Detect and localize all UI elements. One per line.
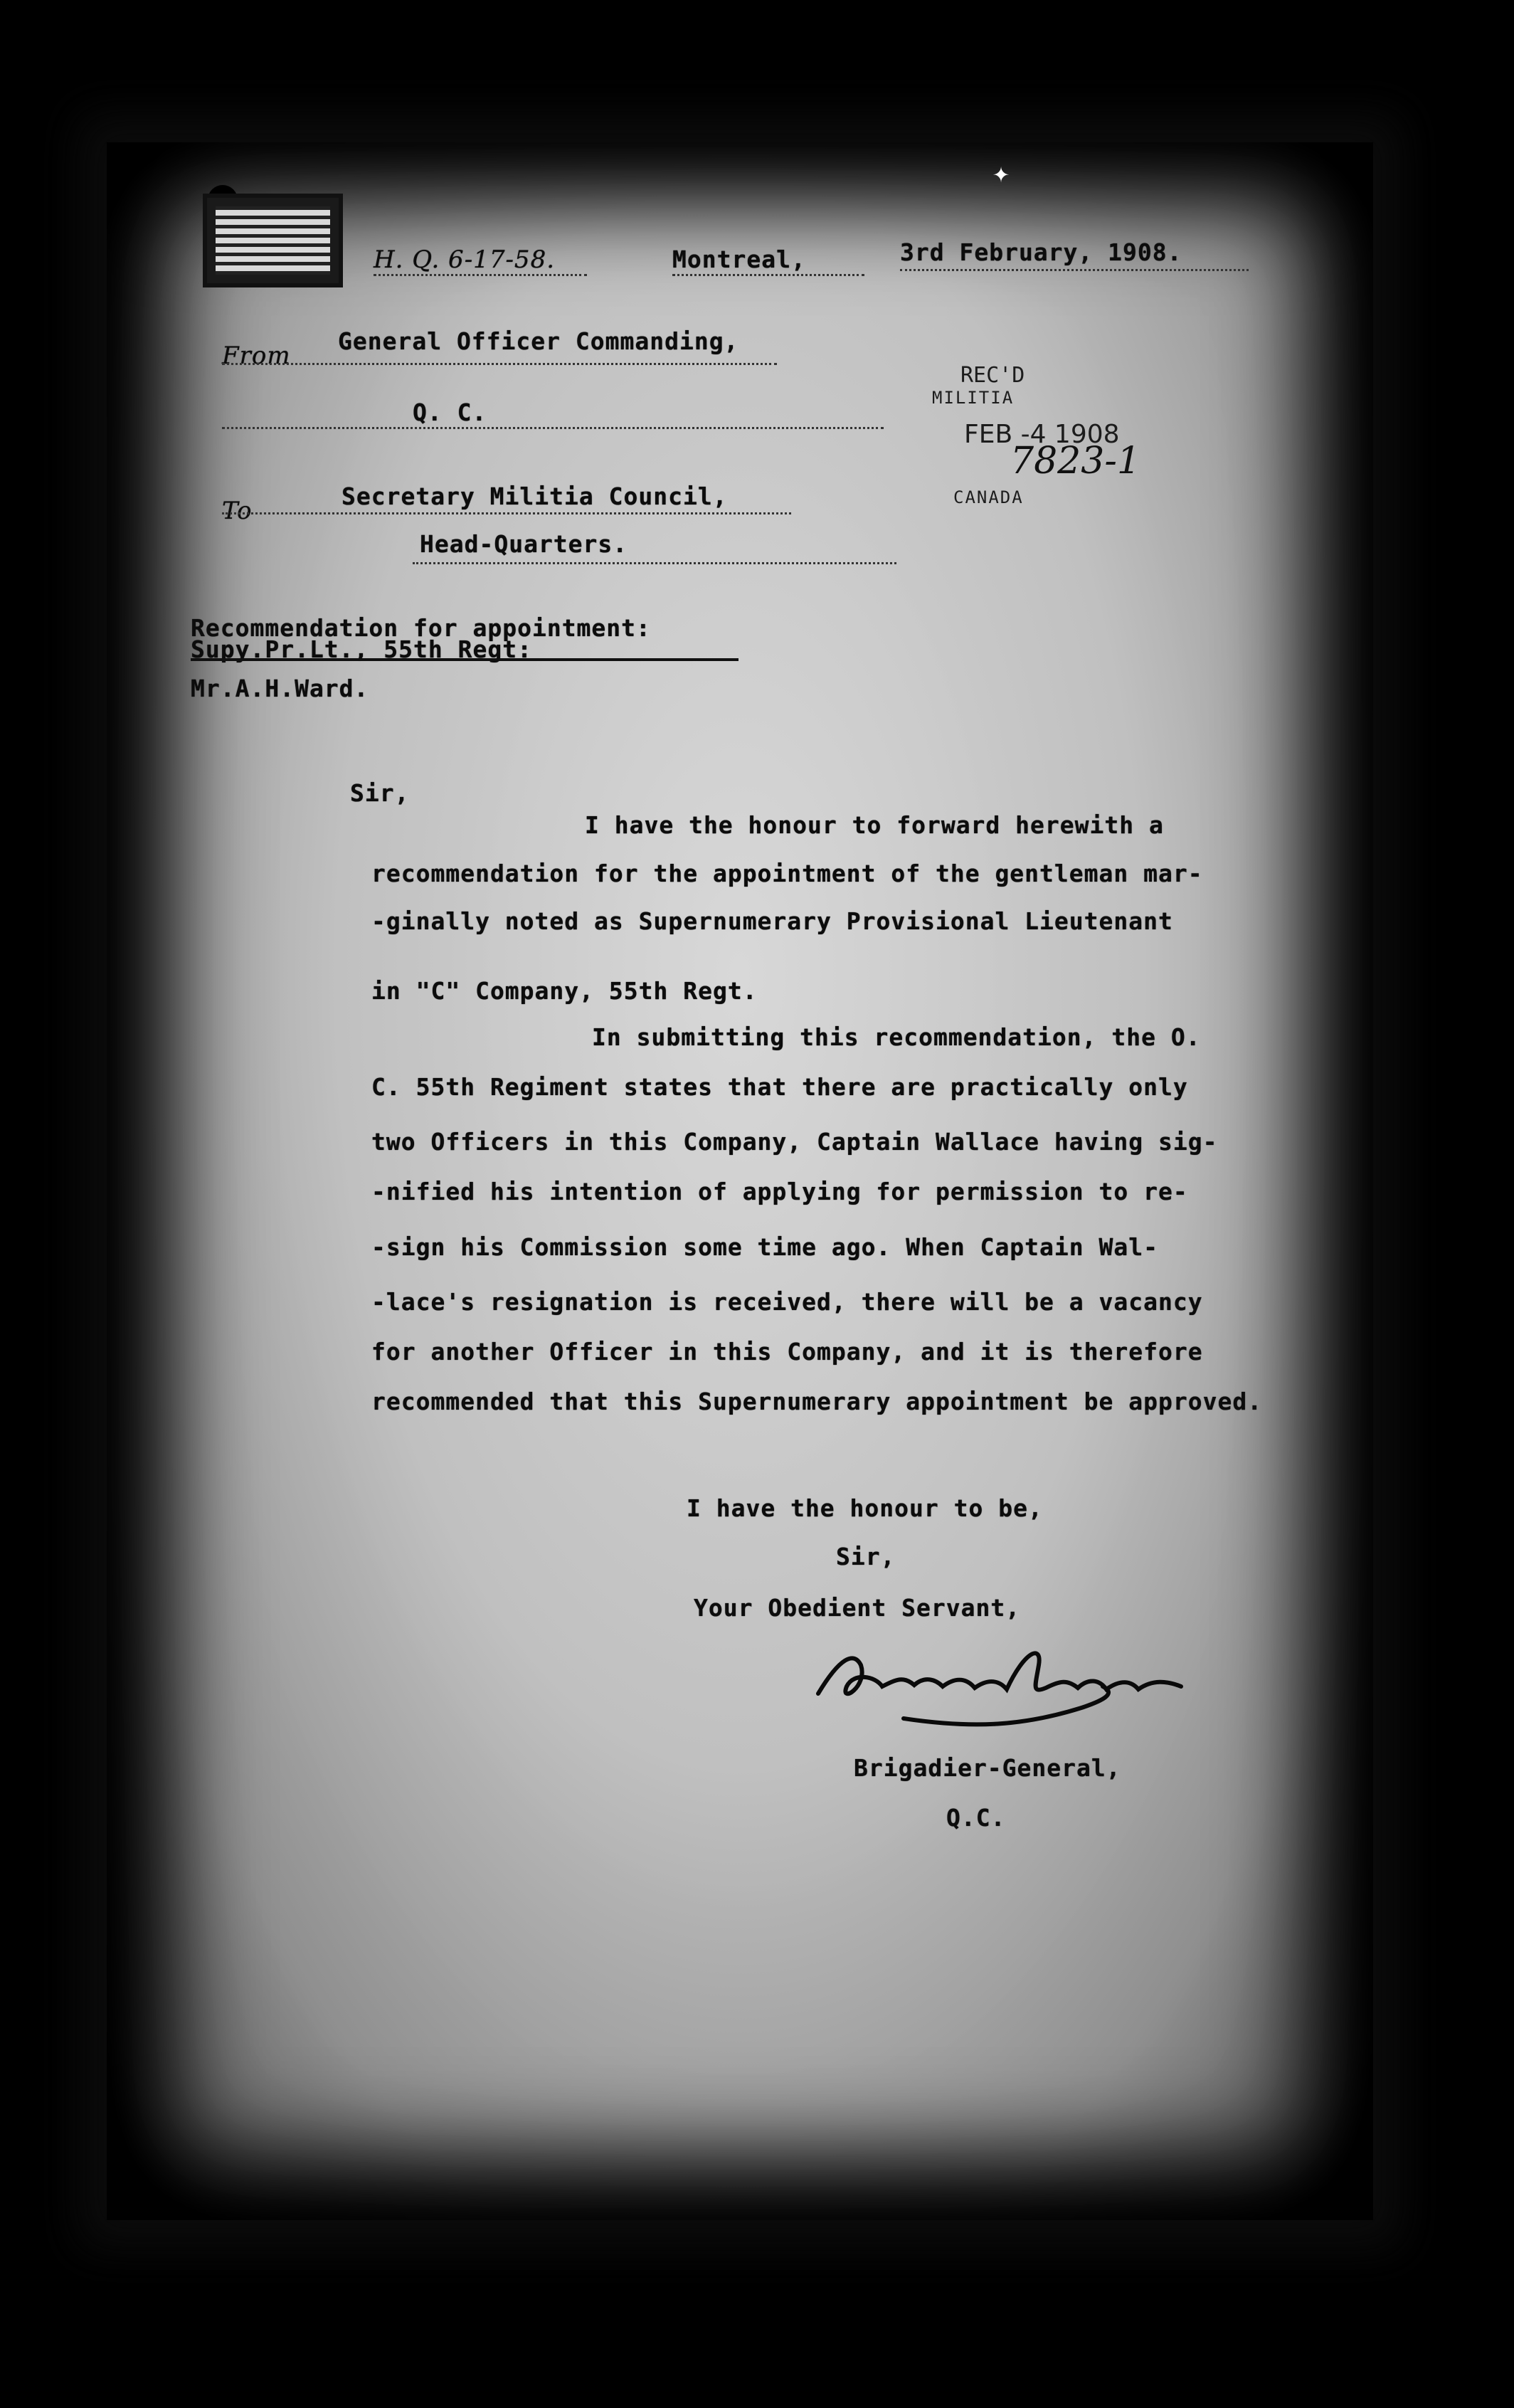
closing-line-2: Sir, <box>836 1543 896 1570</box>
place-underline <box>672 274 864 276</box>
body-line-4: in "C" Company, 55th Regt. <box>371 977 758 1005</box>
date-underline <box>900 269 1249 271</box>
received-stamp-line-1: REC'D <box>960 363 1025 388</box>
subject-line-1: Recommendation for appointment: <box>191 614 651 642</box>
received-stamp-line-2: MILITIA <box>932 388 1015 408</box>
to-line-2: Head-Quarters. <box>420 530 628 558</box>
body-line-12: recommended that this Supernumerary appointment be approved. <box>371 1388 1263 1415</box>
from-underline-2 <box>222 427 884 429</box>
received-stamp-line-4: CANADA <box>953 487 1024 507</box>
to-prefix: To <box>222 497 253 525</box>
from-prefix: From <box>222 342 291 370</box>
place: Montreal, <box>672 245 806 273</box>
from-line-1: General Officer Commanding, <box>338 327 739 355</box>
received-stamp-date: FEB -4 1908 <box>964 420 1120 449</box>
from-underline-1 <box>222 363 777 365</box>
body-line-8: -nified his intention of applying for permission to re- <box>371 1178 1188 1205</box>
from-line-2: Q. C. <box>413 398 487 426</box>
file-ref-underline <box>374 274 587 276</box>
punch-mark: ✦ <box>992 157 1010 189</box>
handwritten-signature <box>797 1637 1224 1736</box>
body-line-9: -sign his Commission some time ago. When Captain Wal- <box>371 1233 1158 1261</box>
file-reference: H. Q. 6-17-58. <box>374 245 556 274</box>
signature-rank: Brigadier-General, <box>854 1754 1121 1782</box>
signature-command: Q.C. <box>946 1804 1006 1832</box>
salutation: Sir, <box>350 779 410 807</box>
letter-date: 3rd February, 1908. <box>900 238 1182 266</box>
subject-line-2: Supy.Pr.Lt., 55th Regt: <box>191 635 532 663</box>
received-number: 7823-1 <box>1010 440 1140 482</box>
to-line-1: Secretary Militia Council, <box>342 482 728 510</box>
to-underline-2 <box>413 562 896 564</box>
subject-rule <box>191 658 739 661</box>
to-underline-1 <box>222 512 791 514</box>
body-line-2: recommendation for the appointment of the gentleman mar- <box>371 860 1203 887</box>
registry-stamp <box>203 194 343 287</box>
body-line-10: -lace's resignation is received, there will be a vacancy <box>371 1288 1203 1316</box>
closing-line-1: I have the honour to be, <box>687 1494 1043 1522</box>
body-line-6: C. 55th Regiment states that there are practically only <box>371 1073 1188 1101</box>
closing-line-3: Your Obedient Servant, <box>694 1594 1021 1622</box>
subject-line-3: Mr.A.H.Ward. <box>191 675 369 702</box>
body-line-5: In submitting this recommendation, the O. <box>592 1023 1201 1051</box>
body-line-1: I have the honour to forward herewith a <box>585 811 1164 839</box>
body-line-3: -ginally noted as Supernumerary Provisional Lieutenant <box>371 907 1173 935</box>
body-line-7: two Officers in this Company, Captain Wallace having sig- <box>371 1128 1218 1156</box>
body-line-11: for another Officer in this Company, and it is therefore <box>371 1338 1203 1366</box>
